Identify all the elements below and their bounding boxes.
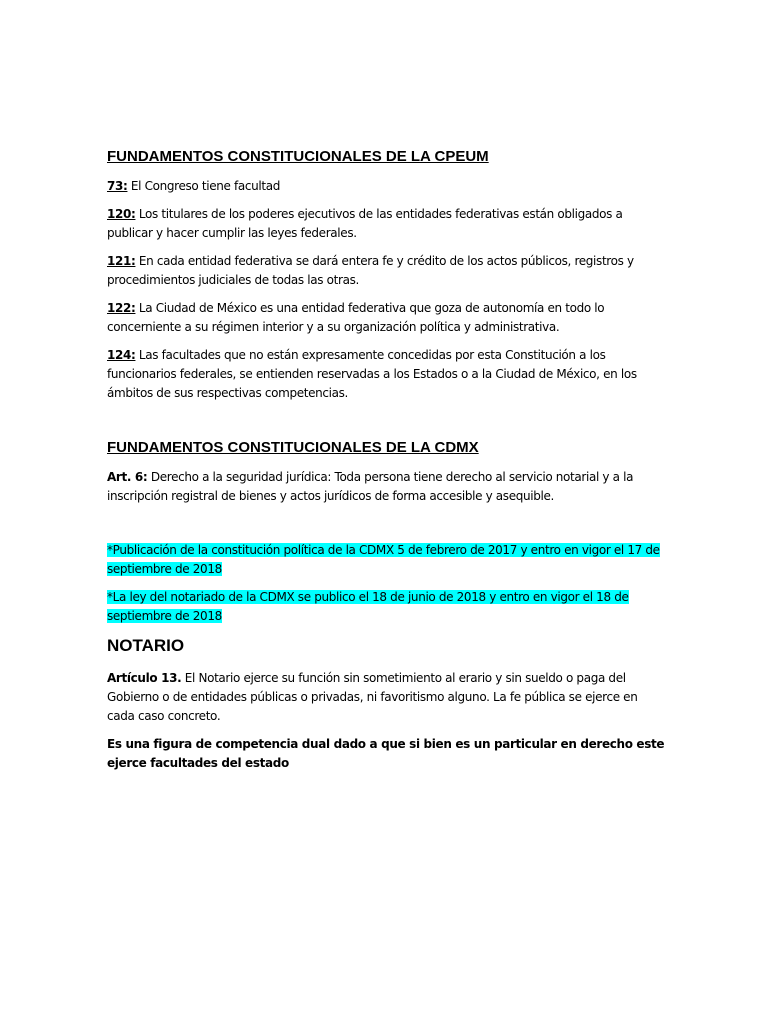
- article-text: El Notario ejerce su función sin sometimiento al erario y sin sueldo o paga del Gobierno o de entidades públicas o privadas, ni favoritismo alguno. La fe pública se ejerce en cada caso concreto.: [107, 671, 638, 723]
- article-number: 122:: [107, 301, 136, 315]
- section-heading-cdmx: FUNDAMENTOS CONSTITUCIONALES DE LA CDMX: [107, 439, 479, 456]
- article-73: [107, 177, 667, 196]
- article-6: [107, 468, 667, 506]
- highlight-note-notariado: [107, 588, 667, 626]
- article-label: Art. 6:: [107, 470, 148, 484]
- article-text: El Congreso tiene facultad: [127, 179, 280, 193]
- spacer: [107, 515, 667, 541]
- document-page: [107, 147, 667, 782]
- article-number: 124:: [107, 348, 136, 362]
- article-122: [107, 299, 667, 337]
- highlighted-text: *La ley del notariado de la CDMX se publico el 18 de junio de 2018 y entro en vigor el 18 de septiembre de 2018: [107, 590, 629, 623]
- article-number: 73:: [107, 179, 128, 193]
- article-121: [107, 252, 667, 290]
- article-number: 121:: [107, 254, 136, 268]
- article-label: Artículo 13.: [107, 671, 182, 685]
- section-heading-cpeum: FUNDAMENTOS CONSTITUCIONALES DE LA CPEUM: [107, 148, 489, 165]
- article-number: 120:: [107, 207, 136, 221]
- article-text: Derecho a la seguridad jurídica: Toda persona tiene derecho al servicio notarial y a la inscripción registral de bienes y actos jurídicos de forma accesible y asequible.: [107, 470, 634, 503]
- highlighted-text: *Publicación de la constitución política de la CDMX 5 de febrero de 2017 y entro en vigor el 17 de septiembre de 2018: [107, 543, 660, 576]
- bold-note: Es una figura de competencia dual dado a que si bien es un particular en derecho este ejerce facultades del estado: [107, 737, 665, 770]
- article-text: Los titulares de los poderes ejecutivos de las entidades federativas están obligados a publicar y hacer cumplir las leyes federales.: [107, 207, 623, 240]
- article-text: En cada entidad federativa se dará entera fe y crédito de los actos públicos, registros y procedimientos judiciales de todas las otras.: [107, 254, 634, 287]
- section-heading-notario: NOTARIO: [107, 636, 185, 655]
- article-text: Las facultades que no están expresamente concedidas por esta Constitución a los funcionarios federales, se entienden reservadas a los Estados o a la Ciudad de México, en los ámbitos de sus respectivas competencias.: [107, 348, 637, 400]
- article-text: La Ciudad de México es una entidad federativa que goza de autonomía en todo lo concerniente a su régimen interior y a su organización política y administrativa.: [107, 301, 605, 334]
- article-13: [107, 669, 667, 726]
- article-124: [107, 346, 667, 403]
- spacer: [107, 412, 667, 438]
- highlight-note-publication: [107, 541, 667, 579]
- article-120: [107, 205, 667, 243]
